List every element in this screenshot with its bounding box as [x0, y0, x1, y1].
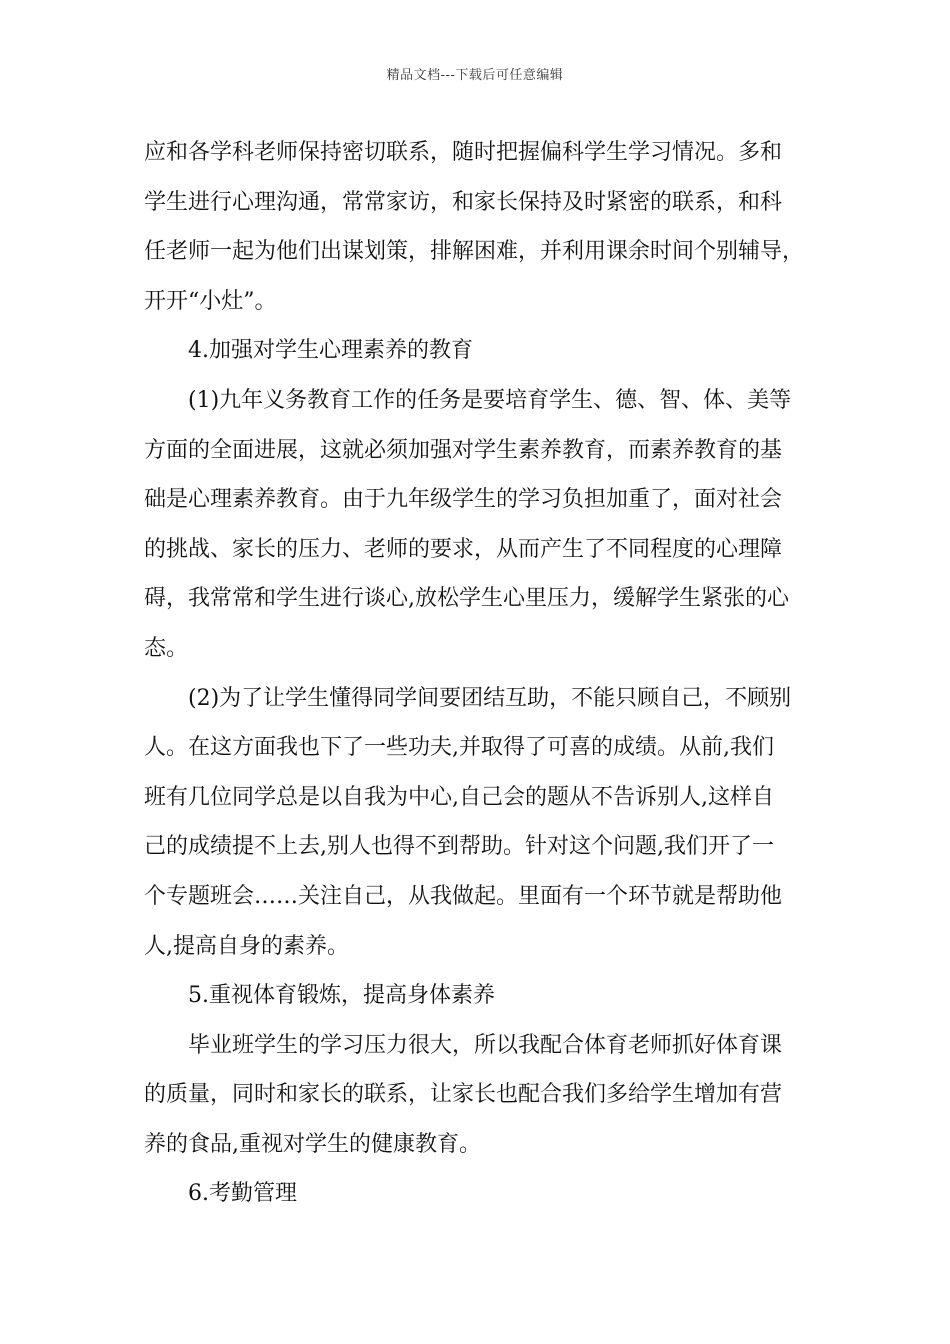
text-line: 的质量，同时和家长的联系，让家长也配合我们多给学生增加有营	[144, 1082, 783, 1108]
text-line: 的挑战、家长的压力、老师的要求，从而产生了不同程度的心理障	[144, 536, 783, 562]
page-header: 精品文档---下载后可任意编辑	[386, 68, 564, 83]
text-line: 学生进行心理沟通，常常家访，和家长保持及时紧密的联系，和科	[144, 189, 783, 215]
paragraph-start-line: (1)九年义务教育工作的任务是要培育学生、德、智、体、美等	[188, 387, 792, 413]
text-line: 态。	[144, 635, 189, 661]
paragraph-start-line: 4.加强对学生心理素养的教育	[188, 338, 473, 364]
text-line: 方面的全面进展，这就必须加强对学生素养教育，而素养教育的基	[144, 437, 783, 463]
text-line: 个专题班会……关注自己，从我做起。里面有一个环节就是帮助他	[144, 883, 783, 909]
text-line: 班有几位同学总是以自我为中心,自己会的题从不告诉别人,这样自	[144, 784, 774, 810]
text-line: 础是心理素养教育。由于九年级学生的学习负担加重了，面对社会	[144, 487, 783, 513]
paragraph-start-line: 5.重视体育锻炼，提高身体素养	[188, 983, 495, 1009]
paragraph-start-line: (2)为了让学生懂得同学间要团结互助，不能只顾自己，不顾别	[188, 685, 792, 711]
text-line: 应和各学科老师保持密切联系，随时把握偏科学生学习情况。多和	[144, 140, 783, 165]
document-body	[144, 128, 820, 1219]
text-line: 任老师一起为他们出谋划策，排解困难，并利用课余时间个别辅导，	[144, 239, 805, 265]
text-line: 人,提高自身的素养。	[144, 933, 349, 959]
paragraph-start-line: 毕业班学生的学习压力很大，所以我配合体育老师抓好体育课	[188, 1032, 783, 1058]
paragraph-start-line: 6.考勤管理	[188, 1181, 297, 1207]
text-line: 碍，我常常和学生进行谈心,放松学生心里压力，缓解学生紧张的心	[144, 586, 789, 612]
text-line: 己的成绩提不上去,别人也得不到帮助。针对这个问题,我们开了一	[144, 834, 774, 860]
text-line: 开开“小灶”。	[144, 288, 277, 314]
text-line: 养的食品,重视对学生的健康教育。	[144, 1131, 481, 1157]
text-line: 人。在这方面我也下了一些功夫,并取得了可喜的成绩。从前,我们	[144, 735, 774, 761]
